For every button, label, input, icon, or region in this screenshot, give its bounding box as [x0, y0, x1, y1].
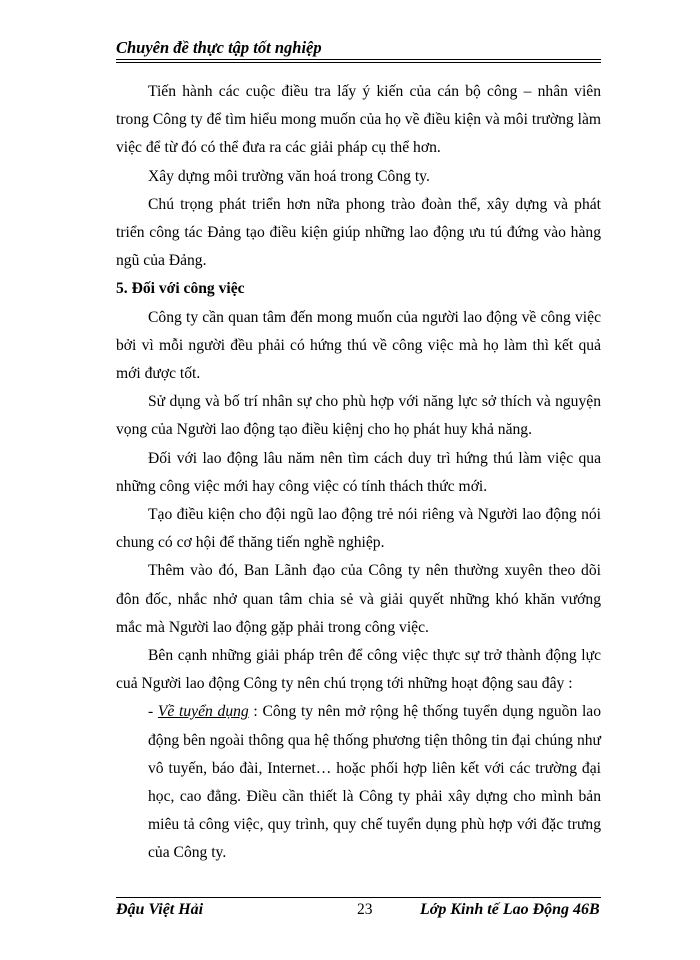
- paragraph-union: Chú trọng phát triển hơn nữa phong trào đoàn thể, xây dựng và phát triển công tác Đảng tạo điều kiện giúp những lao động ưu tú đứng vào hàng ngũ của Đảng.: [116, 195, 601, 270]
- paragraph-activities-intro: Bên cạnh những giải pháp trên để công việc thực sự trở thành động lực cuả Người lao động Công ty nên chú trọng tới những hoạt động sau đây :: [116, 647, 601, 693]
- header-rule: [116, 59, 601, 60]
- header-rule-secondary: [116, 62, 601, 63]
- section-heading: 5. Đối với công việc: [116, 280, 245, 298]
- document-body: [116, 78, 601, 868]
- paragraph-young-staff: Tạo điều kiện cho đội ngũ lao động trẻ nói riêng và Người lao động nói chung có cơ hội để thăng tiến nghề nghiệp.: [116, 506, 601, 552]
- list-item-text: Công ty nên mở rộng hệ thống tuyển dụng nguồn lao động bên ngoài thông qua hệ thống phương tiện thông tin đại chúng như vô tuyến, báo đài, Internet… hoặc phối hợp liên kết với các trường đại học, cao đẳng. Điều cần thiết là Công ty phải xây dựng cho mình bản miêu tả công việc, quy trình, quy chế tuyển dụng phù hợp với đặc trưng của Công ty.: [148, 703, 602, 862]
- paragraph-interest: Công ty cần quan tâm đến mong muốn của người lao động về công việc bởi vì mỗi người đều phải có hứng thú về công việc mà họ làm thì kết quả mới được tốt.: [116, 308, 601, 383]
- page-header-title: Chuyên đề thực tập tốt nghiệp: [116, 38, 322, 57]
- footer-author: Đậu Việt Hải: [116, 901, 204, 918]
- list-item-colon: :: [248, 703, 258, 721]
- list-item-recruitment: [116, 698, 601, 867]
- list-dash: -: [148, 703, 158, 721]
- paragraph-survey: Tiến hành các cuộc điều tra lấy ý kiến của cán bộ công – nhân viên trong Công ty để tìm hiểu mong muốn của họ về điều kiện và môi trường làm việc để từ đó có thể đưa ra các giải pháp cụ thể hơn.: [116, 83, 601, 157]
- list-item-label: Về tuyển dụng: [157, 703, 249, 721]
- paragraph-staffing: Sử dụng và bố trí nhân sự cho phù hợp với năng lực sở thích và nguyện vọng của Người lao động tạo điều kiệnj cho họ phát huy khả năng.: [116, 393, 601, 439]
- footer-class-name: Lớp Kinh tế Lao Động 46B: [420, 901, 600, 918]
- footer-rule: [116, 897, 601, 898]
- paragraph-senior-staff: Đối với lao động lâu năm nên tìm cách duy trì hứng thú làm việc qua những công việc mới hay công việc có tính thách thức mới.: [116, 449, 601, 495]
- paragraph-culture: Xây dựng môi trường văn hoá trong Công ty.: [148, 167, 430, 185]
- paragraph-management: Thêm vào đó, Ban Lãnh đạo của Công ty nên thường xuyên theo dõi đôn đốc, nhắc nhở quan tâm chia sẻ và giải quyết những khó khăn vướng mắc mà Người lao động gặp phải trong công việc.: [116, 562, 601, 636]
- footer-page-number: 23: [357, 901, 373, 918]
